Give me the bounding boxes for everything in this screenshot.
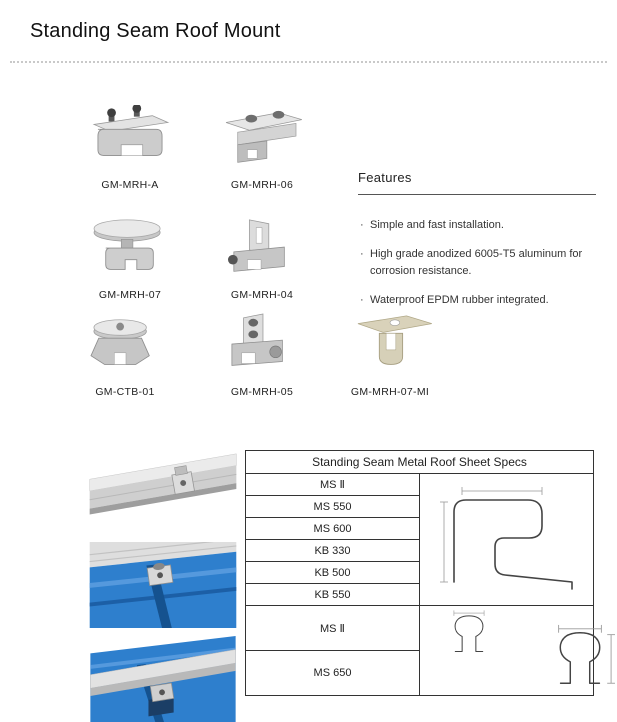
clamp-product-image — [70, 312, 180, 380]
product-gm-mrh-04 — [202, 215, 322, 301]
title-divider — [10, 61, 607, 63]
product-gm-mrh-05 — [202, 312, 322, 398]
roof-rail-photo — [88, 636, 238, 722]
product-label: GM-MRH-04 — [230, 289, 294, 301]
product-label: GM-MRH-07-MI — [350, 386, 430, 398]
spec-label: MS 600 — [246, 518, 420, 540]
product-gm-mrh-07 — [70, 215, 190, 301]
feature-item: · High grade anodized 6005-T5 aluminum for corrosion resistance. — [358, 246, 596, 281]
product-label: GM-MRH-06 — [230, 179, 294, 191]
product-gm-mrh-06 — [202, 105, 322, 191]
spec-label: MS 550 — [246, 496, 420, 518]
clamp-product-image — [335, 312, 445, 380]
features-list — [358, 217, 596, 309]
product-label: GM-MRH-07 — [98, 289, 162, 301]
clamp-product-image — [207, 312, 317, 380]
installation-photos — [88, 446, 238, 722]
spec-row — [246, 474, 594, 496]
spec-label: KB 500 — [246, 562, 420, 584]
product-gm-mrh-a — [70, 105, 190, 191]
spec-label: MS 650 — [246, 651, 420, 696]
features-divider — [358, 194, 596, 195]
bulb-profiles-cell — [420, 606, 594, 696]
specs-header-row — [246, 451, 594, 474]
spec-row — [246, 606, 594, 651]
seam-profile-diagram — [432, 482, 582, 594]
product-label: GM-CTB-01 — [95, 386, 155, 398]
feature-item: · Waterproof EPDM rubber integrated. — [358, 292, 596, 310]
product-label: GM-MRH-05 — [230, 386, 294, 398]
features-panel — [358, 170, 596, 320]
spec-label: KB 550 — [246, 584, 420, 606]
rail-photo — [88, 446, 238, 534]
clamp-product-image — [75, 215, 185, 283]
product-gm-ctb-01 — [65, 312, 185, 398]
product-gm-mrh-07-mi — [330, 312, 450, 398]
bulb-diagrams — [420, 607, 593, 695]
specs-table-title: Standing Seam Metal Roof Sheet Specs — [246, 451, 594, 474]
page-title: Standing Seam Roof Mount — [30, 20, 281, 42]
clamp-product-image — [207, 105, 317, 173]
specs-table — [245, 450, 594, 696]
spec-label: MS Ⅱ — [246, 606, 420, 651]
features-heading: Features — [358, 170, 412, 185]
bulb-profile-diagram — [538, 623, 617, 691]
spec-label: MS Ⅱ — [246, 474, 420, 496]
bulb-profile-diagram — [430, 609, 508, 657]
clamp-product-image — [75, 105, 185, 173]
roof-clamp-photo — [88, 542, 238, 628]
seam-profile-cell — [420, 474, 594, 606]
clamp-product-image — [207, 215, 317, 283]
product-label: GM-MRH-A — [101, 179, 159, 191]
spec-label: KB 330 — [246, 540, 420, 562]
feature-item: · Simple and fast installation. — [358, 217, 596, 235]
